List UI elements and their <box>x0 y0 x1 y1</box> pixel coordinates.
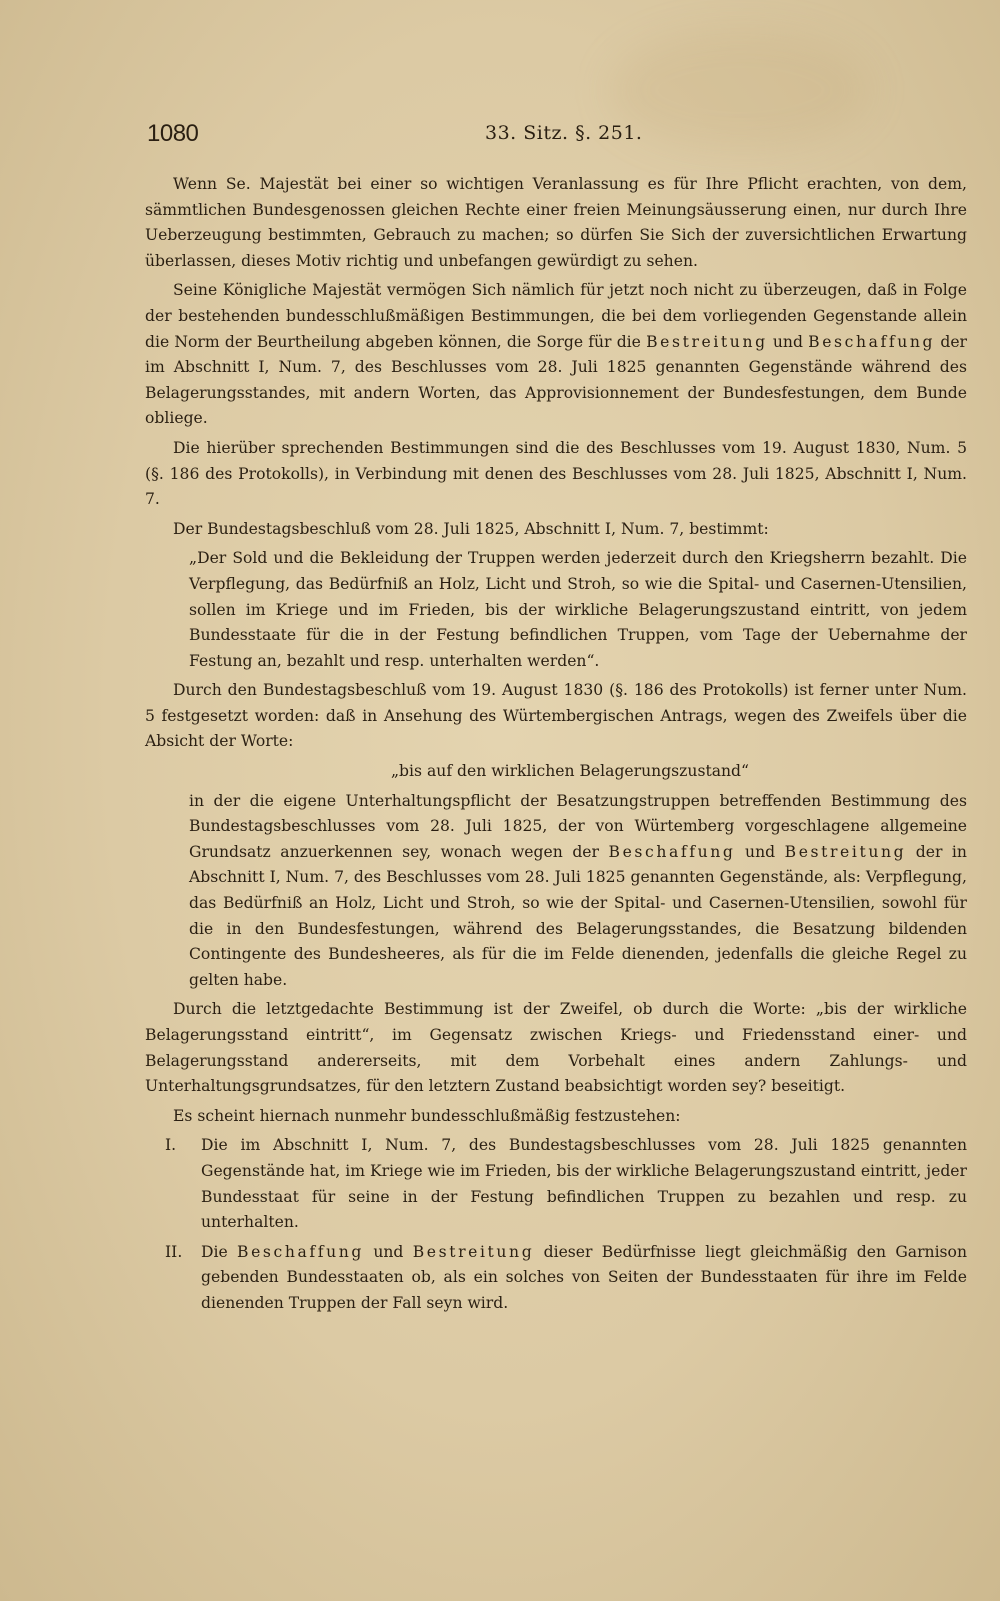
paragraph-7: Durch die letztgedachte Bestimmung ist der Zweifel, ob durch die Worte: „bis der wirkliche Belagerungsstand eintritt“, im Gegensatz zwischen Kriegs- und Friedensstand einer- und Belagerungsstand andererseits, mit dem Vorbehalt eines andern Zahlungs- und Unterhaltungsgrundsatzes, für den letztern Zustand beabsichtigt worden sey? beseitigt. <box>145 1000 967 1096</box>
spaced-term: Beschaffung <box>608 842 736 861</box>
paragraph-6: in der die eigene Unterhaltungspflicht der Besatzungstruppen betreffenden Bestimmung des Bundestagsbeschlusses vom 28. Juli 1825, der von Würtemberg vorgeschlagene allgemeine Grundsatz anzuerkennen sey, wonach wegen der Beschaffung und Bestreitung der in Abschnitt I, Num. 7, des Beschlusses vom 28. Juli 1825 genannten Gegenstände, als: Verpflegung, das Bedürfniß an Holz, Licht und Stroh, so wie der Spital- und Casernen-Utensilien, sowohl für die in den Bundesfestungen, während des Belagerungsstandes, die Besatzung bildenden Contingente des Bundesheeres, als für die im Felde dienenden, jedenfalls die gleiche Regel zu gelten habe. <box>189 791 967 989</box>
paragraph-2: Seine Königliche Majestät vermögen Sich nämlich für jetzt noch nicht zu überzeugen, daß in Folge der bestehenden bundesschlußmäßigen Bestimmungen, die bei dem vorliegenden Gegenstande allein die Norm der Beurtheilung abgeben können, die Sorge für die Bestreitung und Beschaffung der im Abschnitt I, Num. 7, des Beschlusses vom 28. Juli 1825 genannten Gegenstände während des Belagerungsstandes, mit andern Worten, das Approvisionnement der Bundesfestungen, dem Bunde obliege. <box>145 281 968 428</box>
spaced-term: Bestreitung <box>784 842 907 861</box>
paragraph-8: Es scheint hiernach nunmehr bundesschlußmäßig festzustehen: <box>173 1106 681 1125</box>
paragraph-1: Wenn Se. Majestät bei einer so wichtigen Veranlassung es für Ihre Pflicht erachten, von dem, sämmtlichen Bundesgenossen gleichen Rechte einer freien Meinungsäusserung einen, nur durch Ihre Ueberzeugung bestimmten, Gebrauch zu machen; so dürfen Sie Sich der zuversichtlichen Erwartung überlassen, dieses Motiv richtig und unbefangen gewürdigt zu sehen. <box>145 175 967 270</box>
list-number: II. <box>165 1242 183 1261</box>
running-title: 33. Sitz. §. 251. <box>485 122 643 144</box>
page-body <box>145 172 967 1321</box>
spaced-term: Beschaffung <box>237 1242 365 1261</box>
list-text: Die im Abschnitt I, Num. 7, des Bundestagsbeschlusses vom 28. Juli 1825 genannten Gegenstände hat, im Kriege wie im Frieden, bis der wirkliche Belagerungszustand eintritt, jeder Bundesstaat für seine in der Festung befindlichen Truppen zu bezahlen und resp. zu unterhalten. <box>201 1136 967 1232</box>
list-item <box>145 1133 967 1235</box>
numbered-list <box>145 1133 967 1316</box>
page-header <box>147 120 847 154</box>
list-text: dieser Bedürfnisse liegt gleichmäßig den Garnison gebenden Bundesstaaten ob, als ein solches von Seiten der Bundesstaaten für ihre im Felde dienenden Truppen der Fall seyn wird. <box>201 1242 967 1312</box>
list-number: I. <box>165 1136 177 1155</box>
list-item: II. Die Beschaffung und Bestreitung dieser Bedürfnisse liegt gleichmäßig den Garnison gebenden Bundesstaaten ob, als ein solches von Seiten der Bundesstaaten für ihre im Felde dienenden Truppen der Fall seyn wird. <box>145 1240 967 1317</box>
paragraph-5: Durch den Bundestagsbeschluß vom 19. August 1830 (§. 186 des Protokolls) ist ferner unter Num. 5 festgesetzt worden: daß in Ansehung des Würtembergischen Antrags, wegen des Zweifels über die Absicht der Worte: <box>145 681 967 751</box>
spaced-term: Bestreitung <box>412 1242 535 1261</box>
page-number: 1080 <box>147 120 199 147</box>
block-quote-2: „bis auf den wirklichen Belagerungszustand“ <box>390 762 750 781</box>
quote-text: „Der Sold und die Bekleidung der Truppen werden jederzeit durch den Kriegsherrn bezahlt. Die Verpflegung, das Bedürfniß an Holz, Licht und Stroh, so wie die Spital- und Casernen-Utensilien, sollen im Kriege und im Frieden, bis der wirkliche Belagerungszustand eintritt, von jedem Bundesstaate für die in der Festung befindlichen Truppen, vom Tage der Uebernahme der Festung an, bezahlt und resp. unterhalten werden“. <box>189 549 967 670</box>
block-quote-1 <box>145 546 967 674</box>
paragraph-3: Die hierüber sprechenden Bestimmungen sind die des Beschlusses vom 19. August 1830, Num. 5 (§. 186 des Protokolls), in Verbindung mit denen des Beschlusses vom 28. Juli 1825, Abschnitt I, Num. 7. <box>145 438 967 509</box>
spaced-term: Bestreitung <box>646 332 768 351</box>
spaced-term: Beschaffung <box>808 332 936 351</box>
paragraph-4: Der Bundestagsbeschluß vom 28. Juli 1825, Abschnitt I, Num. 7, bestimmt: <box>173 519 769 538</box>
